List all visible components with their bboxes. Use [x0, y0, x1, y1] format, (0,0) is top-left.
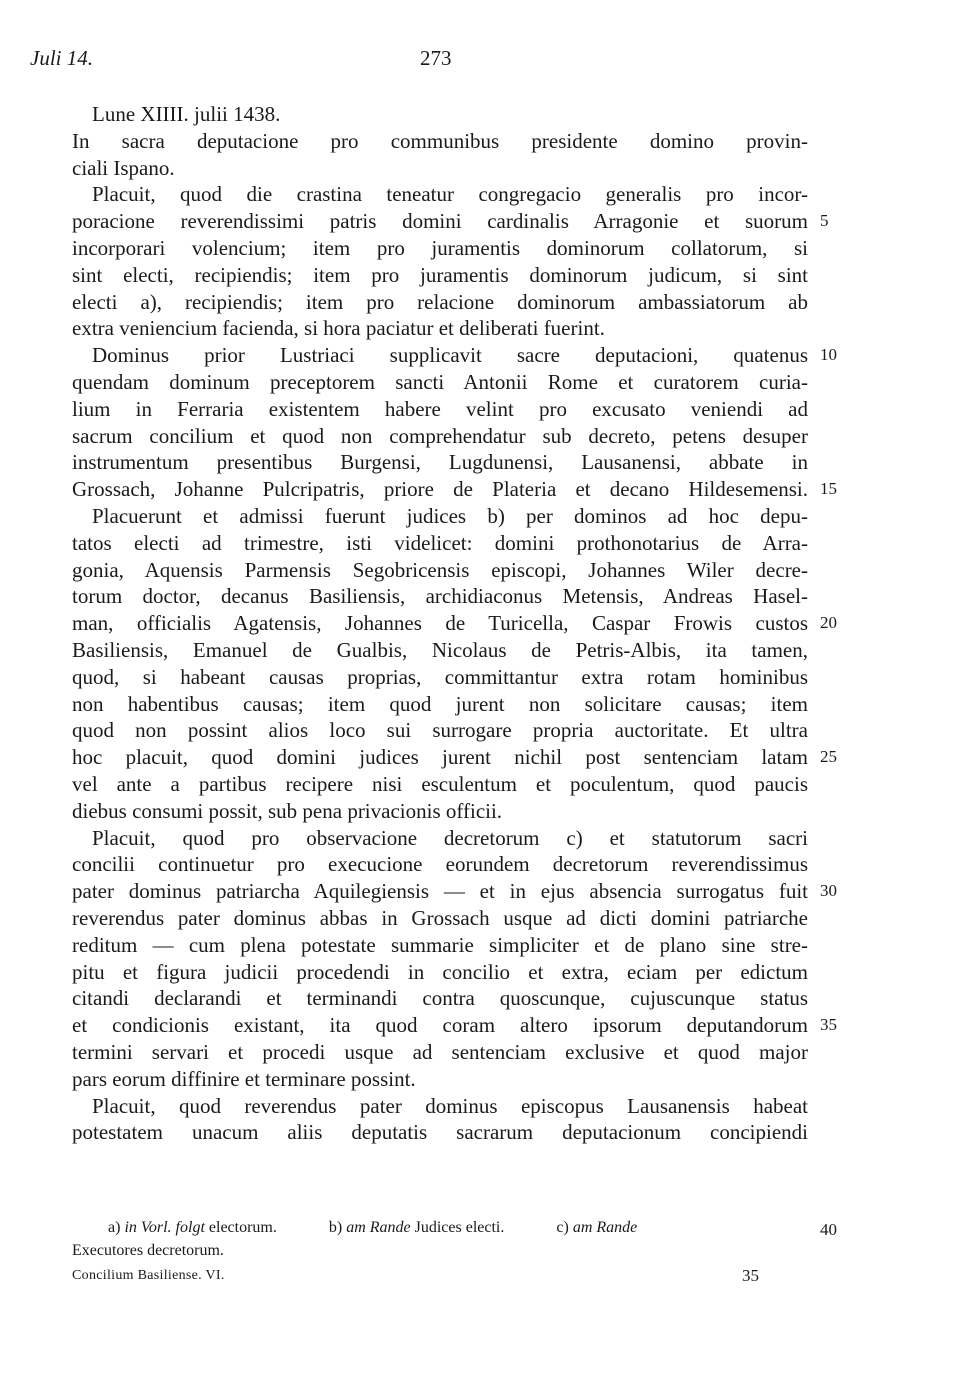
- footnote-line-1: [72, 1217, 637, 1239]
- line-number: 35: [820, 1015, 837, 1034]
- text-line: Placuit, quod pro observacione decretorum c) et statutorum sacri: [92, 826, 808, 850]
- text-line: torum doctor, decanus Basiliensis, archidiaconus Metensis, Andreas Hasel-: [72, 584, 808, 608]
- text-line: reditum — cum plena potestate summarie simpliciter et de plano sine stre-: [72, 933, 808, 957]
- text-line: electi a), recipiendis; item pro relacione dominorum ambassiatorum ab: [72, 290, 808, 314]
- text-line: Placuit, quod die crastina teneatur congregacio generalis pro incor-: [92, 182, 808, 206]
- text-line: reverendus pater dominus abbas in Grossach usque ad dicti domini patriarche: [72, 906, 808, 930]
- text-line: vel ante a partibus recipere nisi esculentum et poculentum, quod paucis: [72, 772, 808, 796]
- text-line: Dominus prior Lustriaci supplicavit sacre deputacioni, quatenus: [92, 343, 808, 367]
- text-line: pars eorum diffinire et terminare possint.: [72, 1067, 416, 1091]
- text-line: pater dominus patriarcha Aquilegiensis — et in ejus absencia surrogatus fuit: [72, 879, 808, 903]
- line-number: 25: [820, 747, 837, 766]
- line-number: 20: [820, 613, 837, 632]
- line-number: 30: [820, 881, 837, 900]
- text-line: ciali Ispano.: [72, 156, 175, 180]
- text-line: In sacra deputacione pro communibus presidente domino provin-: [72, 129, 808, 153]
- text-line: Placuit, quod reverendus pater dominus episcopus Lausanensis habeat: [92, 1094, 808, 1118]
- line-number: 15: [820, 479, 837, 498]
- text-line: sacrum concilium et quod non comprehendatur sub decreto, petens desuper: [72, 424, 808, 448]
- page-number: 273: [420, 46, 452, 70]
- text-line: Grossach, Johanne Pulcripatris, priore de Plateria et decano Hildesemensi.: [72, 477, 808, 501]
- text-line: Lune XIIII. julii 1438.: [92, 102, 281, 126]
- text-line: quod non possint alios loco sui surrogare propria auctoritate. Et ultra: [72, 718, 808, 742]
- text-line: sint electi, recipiendis; item pro juramentis dominorum judicum, si sint: [72, 263, 808, 287]
- text-line: citandi declarandi et terminandi contra quoscunque, cujuscunque status: [72, 986, 808, 1010]
- text-line: instrumentum presentibus Burgensi, Lugdunensi, Lausanensi, abbate in: [72, 450, 808, 474]
- text-line: non habentibus causas; item quod jurent non solicitare causas; item: [72, 692, 808, 716]
- text-line: termini servari et procedi usque ad sentenciam exclusive et quod major: [72, 1040, 808, 1064]
- footnote-b: b) am Rande Judices electi.: [328, 1219, 505, 1236]
- footer-sheet-number: 35: [742, 1266, 759, 1285]
- footnote-line-2: Executores decretorum.: [72, 1242, 224, 1259]
- line-number: 5: [820, 211, 829, 230]
- text-line: quendam dominum preceptorem sancti Antonii Rome et curatorem curia-: [72, 370, 808, 394]
- text-line: diebus consumi possit, sub pena privacionis officii.: [72, 799, 503, 823]
- footnote-c: c) am Rande: [556, 1219, 638, 1236]
- text-line: gonia, Aquensis Parmensis Segobricensis episcopi, Johannes Wiler decre-: [72, 558, 808, 582]
- text-line: man, officialis Agatensis, Johannes de Turicella, Caspar Frowis custos: [72, 611, 808, 635]
- footer-signature: Concilium Basiliense. VI.: [72, 1268, 225, 1283]
- text-line: Basiliensis, Emanuel de Gualbis, Nicolaus de Petris-Albis, ita tamen,: [72, 638, 808, 662]
- text-line: et condicionis existant, ita quod coram altero ipsorum deputandorum: [72, 1013, 808, 1037]
- text-line: concilii continuetur pro execucione eorundem decretorum reverendissimus: [72, 852, 808, 876]
- text-line: quod, si habeant causas proprias, committantur extra rotam hominibus: [72, 665, 808, 689]
- text-line: poracione reverendissimi patris domini cardinalis Arragonie et suorum: [72, 209, 808, 233]
- text-line: lium in Ferraria existentem habere velint pro excusato veniendi ad: [72, 397, 808, 421]
- line-number: 10: [820, 345, 837, 364]
- text-line: extra veniencium facienda, si hora paciatur et deliberati fuerint.: [72, 316, 605, 340]
- line-number: 40: [820, 1220, 837, 1239]
- text-line: incorporari volencium; item pro juramentis dominorum collatorum, si: [72, 236, 808, 260]
- running-head-date: Juli 14.: [30, 46, 93, 70]
- text-line: potestatem unacum aliis deputatis sacrarum deputacionum concipiendi: [72, 1120, 808, 1144]
- text-line: tatos electi ad trimestre, isti videlicet: domini prothonotarius de Arra-: [72, 531, 808, 555]
- text-line: pitu et figura judicii procedendi in concilio et extra, eciam per edictum: [72, 960, 808, 984]
- text-line: hoc placuit, quod domini judices jurent nichil post sentenciam latam: [72, 745, 808, 769]
- footnote-a: a) in Vorl. folgt electorum.: [108, 1219, 277, 1236]
- text-line: Placuerunt et admissi fuerunt judices b) per dominos ad hoc depu-: [92, 504, 808, 528]
